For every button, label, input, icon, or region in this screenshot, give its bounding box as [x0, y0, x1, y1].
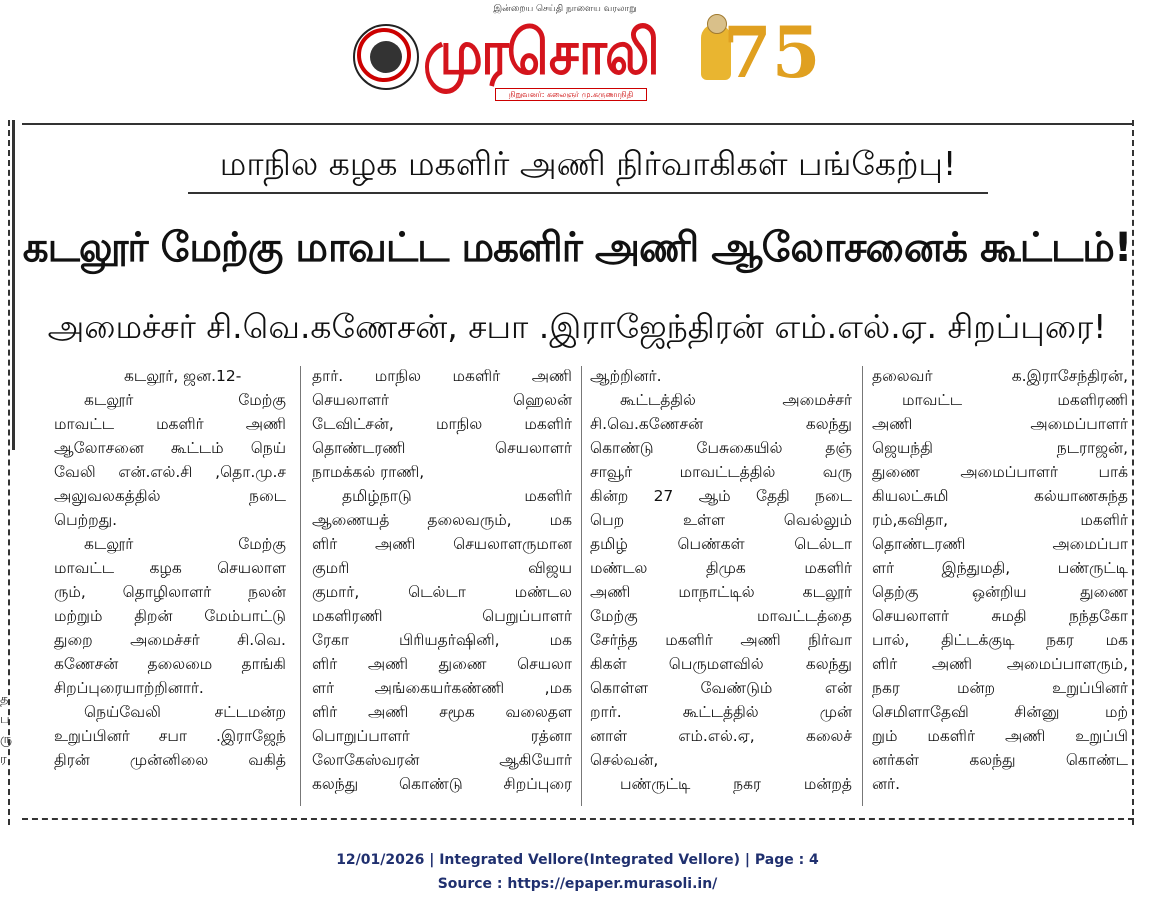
column-line: தலைவர் க.இராசேந்திரன்,: [872, 367, 1128, 385]
column-line: ளர் இந்துமதி, பண்ருட்டி: [872, 559, 1128, 577]
column-line: செமிளாதேவி சின்னு மற்: [872, 703, 1128, 721]
column-line: துறை அமைச்சர் சி.வெ.: [54, 631, 286, 649]
column-line: பால், திட்டக்குடி நகர மக: [872, 631, 1128, 649]
column-line: கடலூர் மேற்கு: [84, 391, 286, 409]
column-line: கணேசன் தலைமை தாங்கி: [54, 655, 286, 673]
column-line: கூட்டத்தில் அமைச்சர்: [620, 391, 852, 409]
column-line: கொண்டு பேசுகையில் தஞ்: [590, 439, 852, 457]
column-line: நாமக்கல் ராணி,: [312, 463, 425, 481]
party-emblem-icon: [353, 24, 419, 90]
column-line: அலுவலகத்தில் நடை: [54, 487, 286, 505]
column-line: சேர்ந்த மகளிர் அணி நிர்வா: [590, 631, 852, 649]
column-line: தமிழ் பெண்கள் டெல்டா: [590, 535, 852, 553]
column-line: நெய்வேலி சட்டமன்ற: [84, 703, 286, 721]
anniversary-badge: [697, 10, 821, 102]
column-divider: [581, 366, 582, 806]
article-frame-bottom: [22, 818, 1134, 820]
column-line: கியலட்சுமி கல்யாணசுந்த: [872, 487, 1128, 505]
column-line: கின்ற 27 ஆம் தேதி நடை: [590, 487, 852, 505]
column-line: துணை அமைப்பாளர் பாக்: [872, 463, 1128, 481]
column-line: மேற்கு மாவட்டத்தை: [590, 607, 852, 625]
column-line: ளிர் அணி அமைப்பாளரும்,: [872, 655, 1128, 673]
column-line: கலந்து கொண்டு சிறப்புரை: [312, 775, 572, 793]
column-line: டேவிட்சன், மாநில மகளிர்: [312, 415, 572, 433]
column-line: தமிழ்நாடு மகளிர்: [342, 487, 572, 505]
kicker-underline: [188, 192, 988, 194]
article-headline: கடலூர் மேற்கு மாவட்ட மகளிர் அணி ஆலோசனைக் கூட்டம்!: [22, 223, 1132, 271]
column-divider: [300, 366, 301, 806]
column-line: செல்வன்,: [590, 751, 659, 769]
column-line: னர்.: [872, 775, 901, 793]
article-subhead: அமைச்சர் சி.வெ.கணேசன், சபா .இராஜேந்திரன் எம்.எல்.ஏ. சிறப்புரை!: [47, 307, 1107, 346]
column-line: ஆணையத் தலைவரும், மக: [312, 511, 572, 529]
column-line: குமார், டெல்டா மண்டல: [312, 583, 572, 601]
column-line: மாவட்ட மகளிர் அணி: [54, 415, 286, 433]
neighbor-article-fragment: த ப ரு ர: [0, 692, 13, 767]
column-line: அணி அமைப்பாளர்: [872, 415, 1128, 433]
column-line: கிகள் பெருமளவில் கலந்து: [590, 655, 852, 673]
column-line: பண்ருட்டி நகர மன்றத்: [620, 775, 852, 793]
column-line: கொள்ள வேண்டும் என்: [590, 679, 852, 697]
column-line: வேலி என்.எல்.சி ,தொ.மு.ச: [54, 463, 286, 481]
column-line: மாவட்ட கழக செயலாள: [54, 559, 286, 577]
column-line: ஆற்றினர்.: [590, 367, 662, 385]
column-line: பெற்றது.: [54, 511, 118, 529]
column-line: கடலூர் மேற்கு: [84, 535, 286, 553]
column-line: லோகேஸ்வரன் ஆகியோர்: [312, 751, 572, 769]
article-kicker: மாநில கழக மகளிர் அணி நிர்வாகிகள் பங்கேற்பு!: [219, 144, 957, 183]
column-line: தொண்டரணி அமைப்பா: [872, 535, 1128, 553]
column-line: மற்றும் திறன் மேம்பாட்டு: [54, 607, 286, 625]
anniversary-number: 75: [723, 11, 821, 94]
masthead-tagline: இன்றைய செய்தி நாளைய வரலாறு: [493, 4, 637, 14]
column-line: தெற்கு ஒன்றிய துணை: [872, 583, 1128, 601]
column-line: றும் மகளிர் அணி உறுப்பி: [872, 727, 1128, 745]
column-line: ஜெயந்தி நடராஜன்,: [872, 439, 1128, 457]
article-column-4: [872, 364, 1128, 796]
column-line: தொண்டரணி செயலாளர்: [312, 439, 572, 457]
column-line: நகர மன்ற உறுப்பினர்: [872, 679, 1128, 697]
founder-line: நிறுவனர்: கலைஞர் மு.கருணாநிதி: [495, 88, 647, 101]
column-line: உறுப்பினர் சபா .இராஜேந்: [54, 727, 286, 745]
column-line: ரம்,கவிதா, மகளிர்: [872, 511, 1128, 529]
column-line: றார். கூட்டத்தில் முன்: [590, 703, 852, 721]
column-line: தார். மாநில மகளிர் அணி: [312, 367, 572, 385]
left-edge-bar: [12, 120, 15, 450]
column-line: ரும், தொழிலாளர் நலன்: [54, 583, 286, 601]
masthead: [345, 4, 821, 104]
column-line: அணி மாநாட்டில் கடலூர்: [590, 583, 852, 601]
column-line: ளிர் அணி துணை செயலா: [312, 655, 572, 673]
footer-edition-info: 12/01/2026 | Integrated Vellore(Integrated Vellore) | Page : 4: [336, 852, 819, 868]
column-line: சிறப்புரையாற்றினார்.: [54, 679, 204, 697]
article-column-3: [590, 364, 852, 796]
article-column-1: [54, 364, 286, 772]
column-line: ரேகா பிரியதர்ஷினி, மக: [312, 631, 572, 649]
column-line: னர்கள் கலந்து கொண்ட: [872, 751, 1128, 769]
column-line: மாவட்ட மகளிரணி: [902, 391, 1128, 409]
column-line: குமரி விஜய: [312, 559, 572, 577]
column-line: செயலாளர் ஹெலன்: [312, 391, 572, 409]
column-line: சாவூர் மாவட்டத்தில் வரு: [590, 463, 852, 481]
newspaper-logo: முரசொலி: [423, 16, 658, 89]
column-line: மண்டல திமுக மகளிர்: [590, 559, 852, 577]
article-frame-top: [22, 123, 1134, 125]
dateline: கடலூர், ஜன.12-: [124, 367, 242, 385]
column-line: சி.வெ.கணேசன் கலந்து: [590, 415, 852, 433]
column-line: ளிர் அணி சமூக வலைதள: [312, 703, 572, 721]
column-line: பொறுப்பாளர் ரத்னா: [312, 727, 572, 745]
column-line: ஆலோசனை கூட்டம் நெய்: [54, 439, 286, 457]
article-column-2: [312, 364, 572, 796]
column-line: னாள் எம்.எல்.ஏ, கலைச்: [590, 727, 852, 745]
column-divider: [862, 366, 863, 806]
column-line: ளிர் அணி செயலாளருமான: [312, 535, 572, 553]
article-frame-right: [1132, 120, 1134, 825]
column-line: மகளிரணி பெறுப்பாளர்: [312, 607, 572, 625]
column-line: செயலாளர் சுமதி நந்தகோ: [872, 607, 1128, 625]
column-line: பெற உள்ள வெல்லும்: [590, 511, 852, 529]
footer-source-link[interactable]: Source : https://epaper.murasoli.in/: [437, 876, 718, 892]
column-line: ளர் அங்கையர்கண்ணி ,மக: [312, 679, 572, 697]
column-line: திரன் முன்னிலை வகித்: [54, 751, 286, 769]
